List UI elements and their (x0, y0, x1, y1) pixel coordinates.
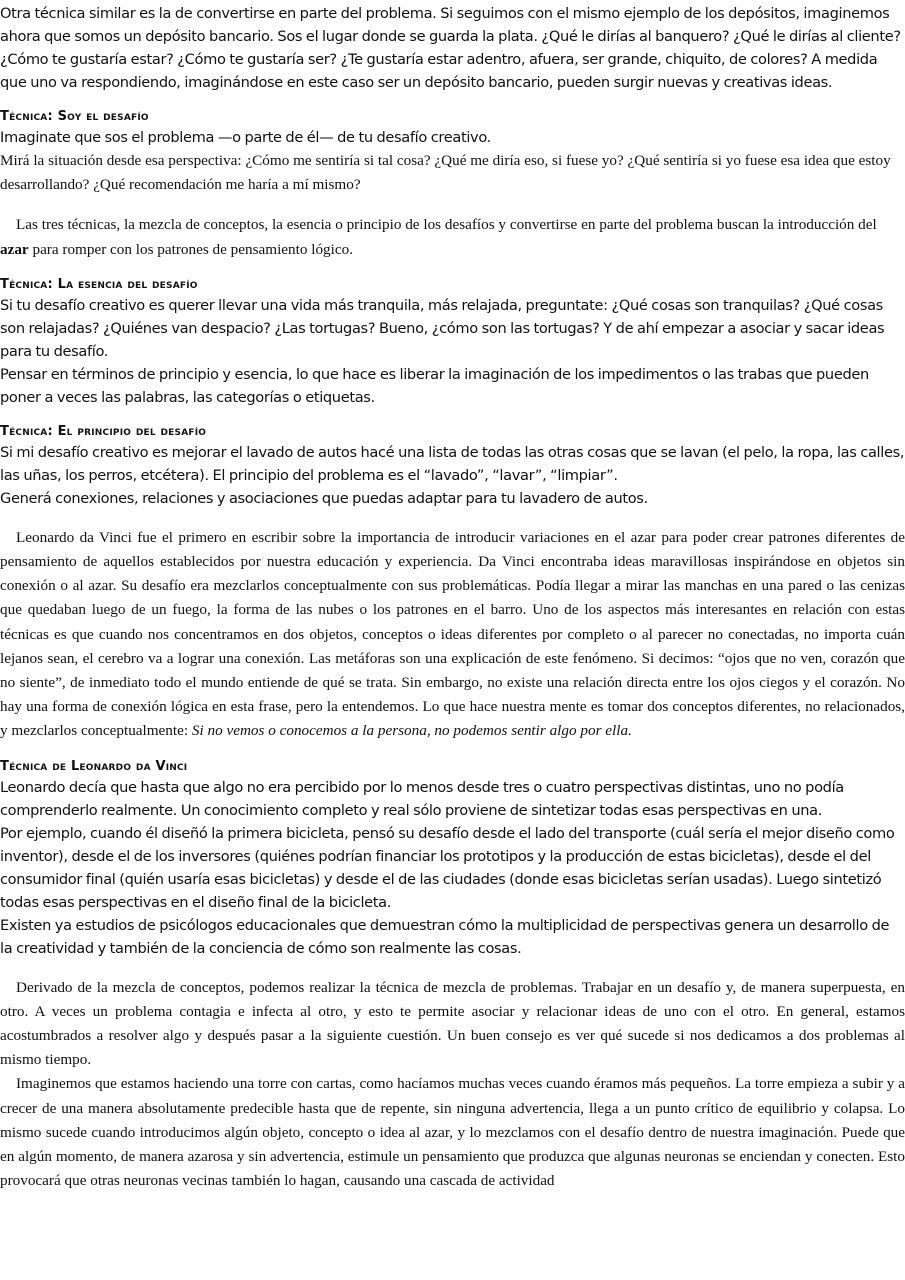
tres-tecnicas-text-before: Las tres técnicas, la mezcla de conceptos, la esencia o principio de los desafíos y convertirse en parte del problema buscan la introducción del (16, 216, 877, 234)
spacer (0, 960, 905, 976)
tres-tecnicas-paragraph (0, 213, 905, 261)
heading-principio: Técnica: El principio del desafío (0, 423, 207, 439)
principio-paragraph-1: Si mi desafío creativo es mejorar el lavado de autos hacé una lista de todas las otras cosas que se lavan (el pelo, la ropa, las calles, las uñas, los perros, etcétera). El principio del problema es el “lavado”, “lavar”, “limpiar”. (0, 443, 905, 484)
heading-soy-el-desafio: Técnica: Soy el desafío (0, 109, 149, 124)
heading-tecnica-leonardo: Técnica de Leonardo da Vinci (0, 758, 188, 774)
tecnica-leonardo-paragraph-2: Por ejemplo, cuando él diseñó la primera bicicleta, pensó su desafío desde el lado del transporte (cuál sería el mejor diseño como inventor), desde el de los inversores (quiénes podrían financiar los prototipos y la producción de estas bicicletas), desde el del consumidor final (quién usaría esas bicicletas) y desde el de las ciudades (donde esas bicicletas serían usadas). Luego sintetizó todas esas perspectivas en el diseño final de la bicicleta. (0, 824, 895, 911)
mezcla-problemas-paragraph-1: Derivado de la mezcla de conceptos, podemos realizar la técnica de mezcla de problemas. Trabajar en un desafío y, de manera superpuesta, en otro. A veces un problema contagia e infecta al otro, y esto te permite asociar y relacionar ideas de uno con el otro. En general, estamos acostumbrados a resolver algo y después pasar a la siguiente cuestión. Un buen consejo es ver qué sucede si nos dedicamos a dos problemas al mismo tiempo. (0, 978, 905, 1069)
principio-paragraph-2: Generá conexiones, relaciones y asociaciones que puedas adaptar para tu lavadero de autos. (0, 489, 648, 507)
tecnica-leonardo-paragraph-1: Leonardo decía que hasta que algo no era percibido por lo menos desde tres o cuatro perspectivas distintas, uno no podía comprenderlo realmente. Un conocimiento completo y real sólo proviene de sintetizar todas esas perspectivas en una. (0, 778, 844, 819)
tecnica-leonardo-paragraph-3: Existen ya estudios de psicólogos educacionales que demuestran cómo la multiplicidad de perspectivas genera un desarrollo de la creatividad y también de la conciencia de cómo son realmente las cosas. (0, 916, 890, 957)
spacer (0, 744, 905, 758)
leonardo-paragraph (0, 526, 905, 744)
soy-desafio-line-2: Mirá la situación desde esa perspectiva: ¿Cómo me sentiría si tal cosa? ¿Qué me diría eso, si fuese yo? ¿Qué sentiría si yo fuese esa idea que estoy desarrollando? ¿Qué recomendación me haría a mí mismo? (0, 152, 891, 194)
spacer (0, 94, 905, 108)
spacer (0, 197, 905, 213)
azar-bold: azar (0, 240, 29, 258)
leonardo-main-text: Leonardo da Vinci fue el primero en escribir sobre la importancia de introducir variaciones en el azar para poder crear patrones diferentes de pensamiento de aquellos establecidos por nuestra educación y experiencia. Da Vinci encontraba ideas maravillosas inspirándose en objetos sin conexión o al azar. Su desafío era mezclarlos conceptualmente con sus problemáticas. Podía llegar a mirar las manchas en una pared o las cenizas que quedaban luego de un fuego, la forma de las nubes o los patrones en el barro. Uno de los aspectos más interesantes en relación con estas técnicas es que cuando nos concentramos en dos objetos, conceptos o ideas diferentes por completo o al parecer no conectadas, no importa cuán lejanos sean, el cerebro va a lograr una conexión. Las metáforas son una explicación de este fenómeno. Si decimos: “ojos que no ven, corazón que no siente”, de inmediato todo el mundo entiende de qué se trata. Sin embargo, no existe una relación directa entre los ojos ciegos y el corazón. No hay una forma de conexión lógica en esta frase, pero la entendemos. Lo que hace nuestra mente es tomar dos conceptos diferentes, no relacionados, y mezclarlos conceptualmente: (0, 528, 905, 740)
spacer (0, 262, 905, 276)
soy-desafio-line-1: Imaginate que sos el problema —o parte de él— de tu desafío creativo. (0, 129, 491, 146)
spacer (0, 409, 905, 423)
spacer (0, 510, 905, 526)
heading-esencia: Técnica: La esencia del desafío (0, 276, 198, 292)
mezcla-problemas-paragraph-2: Imaginemos que estamos haciendo una torre con cartas, como hacíamos muchas veces cuando éramos más pequeños. La torre empieza a subir y a crecer de una manera absolutamente predecible hasta que de repente, sin ninguna advertencia, llega a un punto crítico de equilibrio y colapsa. Lo mismo sucede cuando introducimos algún objeto, concepto o idea al azar, y lo mezclamos con el desafío dentro de nuestra imaginación. Puede que en algún momento, de manera azarosa y sin advertencia, estimule un pensamiento que produzca que algunas neuronas se enciendan y conecten. Esto provocará que otras neuronas vecinas también lo hagan, causando una cascada de actividad (0, 1075, 905, 1190)
esencia-paragraph-1: Si tu desafío creativo es querer llevar una vida más tranquila, más relajada, preguntate: ¿Qué cosas son tranquilas? ¿Qué cosas son relajadas? ¿Quiénes van despacio? ¿Las tortugas? Bueno, ¿cómo son las tortugas? Y de ahí empezar a asociar y sacar ideas para tu desafío. (0, 296, 885, 360)
tres-tecnicas-text-after: para romper con los patrones de pensamiento lógico. (28, 240, 353, 258)
esencia-paragraph-2: Pensar en términos de principio y esencia, lo que hace es liberar la imaginación de los impedimentos o las trabas que pueden poner a veces las palabras, las categorías o etiquetas. (0, 365, 869, 406)
intro-paragraph: Otra técnica similar es la de convertirse en parte del problema. Si seguimos con el mismo ejemplo de los depósitos, imaginemos ahora que somos un depósito bancario. Sos el lugar donde se guarda la plata. ¿Qué le dirías al banquero? ¿Qué le dirías al cliente? ¿Cómo te gustaría estar? ¿Cómo te gustaría ser? ¿Te gustaría estar adentro, afuera, ser grande, chiquito, de colores? A medida que uno va respondiendo, imaginándose en este caso ser un depósito bancario, pueden surgir nuevas y creativas ideas. (0, 5, 901, 91)
leonardo-italic-text: Si no vemos o conocemos a la persona, no podemos sentir algo por ella. (191, 722, 632, 740)
